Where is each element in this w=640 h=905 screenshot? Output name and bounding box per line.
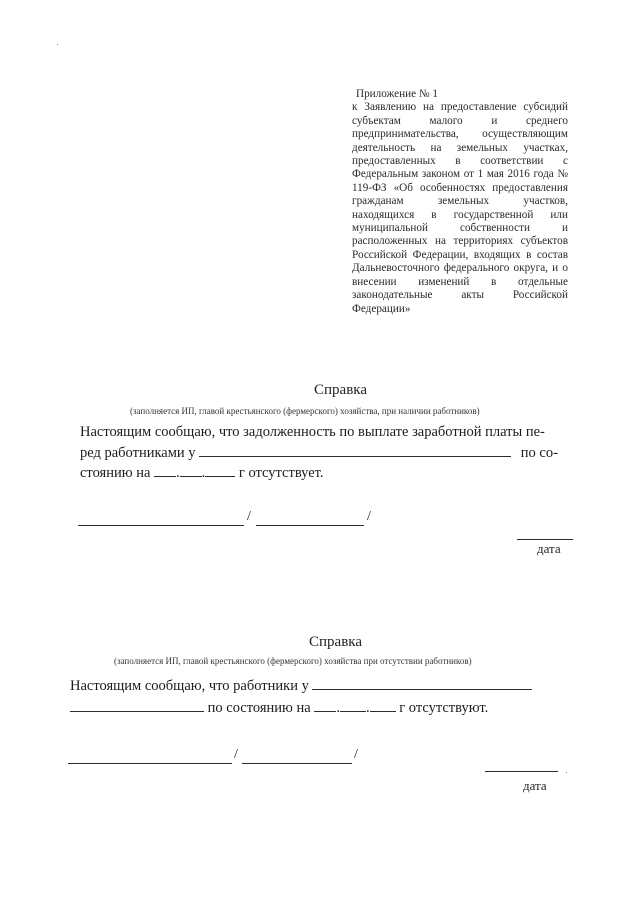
appendix-block xyxy=(352,88,568,316)
month-field[interactable] xyxy=(340,699,366,712)
certificate1-line3-end: г отсутствует. xyxy=(238,465,324,481)
certificate2-line2 xyxy=(70,699,488,717)
certificate1-note: (заполняется ИП, главой крестьянского (фермерского) хозяйства, при наличии работников) xyxy=(130,406,480,416)
employer-name-continued-field[interactable] xyxy=(70,699,204,712)
certificate1-line2 xyxy=(80,444,558,462)
certificate2-note: (заполняется ИП, главой крестьянского (фермерского) хозяйства при отсутствии работников) xyxy=(114,656,472,666)
certificate2-signature xyxy=(68,747,368,764)
signature-field[interactable] xyxy=(78,512,244,526)
certificate2-line1 xyxy=(70,677,532,695)
scan-speck xyxy=(566,772,567,773)
certificate2-title: Справка xyxy=(309,634,362,650)
certificate1-line2-end: по со- xyxy=(520,445,558,461)
certificate2-date-label: дата xyxy=(523,778,547,793)
certificate1-line2-start: ред работниками у xyxy=(80,445,196,461)
certificate1-date-label: дата xyxy=(537,541,561,556)
slash: / xyxy=(247,509,251,524)
scan-speck xyxy=(57,44,58,45)
certificate1-line3 xyxy=(80,464,324,482)
employer-name-field[interactable] xyxy=(199,444,511,457)
certificate1-title: Справка xyxy=(314,382,367,398)
certificate2-line2-end: г отсутствуют. xyxy=(399,700,489,716)
certificate2-date-field[interactable] xyxy=(485,771,558,772)
appendix-title: Приложение № 1 xyxy=(356,88,438,100)
date-separator: . xyxy=(201,465,206,481)
day-field[interactable] xyxy=(154,464,176,477)
slash: / xyxy=(367,509,371,524)
slash: / xyxy=(354,747,358,762)
certificate1-line1: Настоящим сообщаю, что задолженность по выплате заработной платы пе- xyxy=(80,424,545,440)
signature-name-field[interactable] xyxy=(242,750,352,764)
signature-name-field[interactable] xyxy=(256,512,364,526)
date-separator: . xyxy=(176,465,180,481)
certificate2-line2-mid: по состоянию на xyxy=(207,700,311,716)
slash: / xyxy=(234,747,238,762)
appendix-body: к Заявлению на предоставление субсидий субъектам малого и среднего предпринимательства, осуществляющим деятельность на земельных участках, предоставленных в соответствии с Федеральным законом от 1 мая 2016 года № 119-ФЗ «Об особенностях предоставления гражданам земельных участков, находящихся в государственной или муниципальной собственности и расположенных на территориях субъектов Российской Федерации, входящих в состав Дальневосточного федерального округа, и о внесении изменений в отдельные законодательные акты Российской Федерации» xyxy=(352,101,568,315)
day-field[interactable] xyxy=(314,699,336,712)
certificate1-line3-start: стоянию на xyxy=(80,465,151,481)
employer-name-field[interactable] xyxy=(312,677,532,690)
year-field[interactable] xyxy=(205,464,235,477)
signature-field[interactable] xyxy=(68,750,232,764)
date-separator: . xyxy=(365,700,370,716)
certificate1-date-field[interactable] xyxy=(517,539,573,540)
year-field[interactable] xyxy=(370,699,396,712)
date-separator: . xyxy=(336,700,340,716)
month-field[interactable] xyxy=(180,464,202,477)
certificate2-line1-start: Настоящим сообщаю, что работники у xyxy=(70,678,309,694)
certificate1-signature xyxy=(78,509,378,526)
